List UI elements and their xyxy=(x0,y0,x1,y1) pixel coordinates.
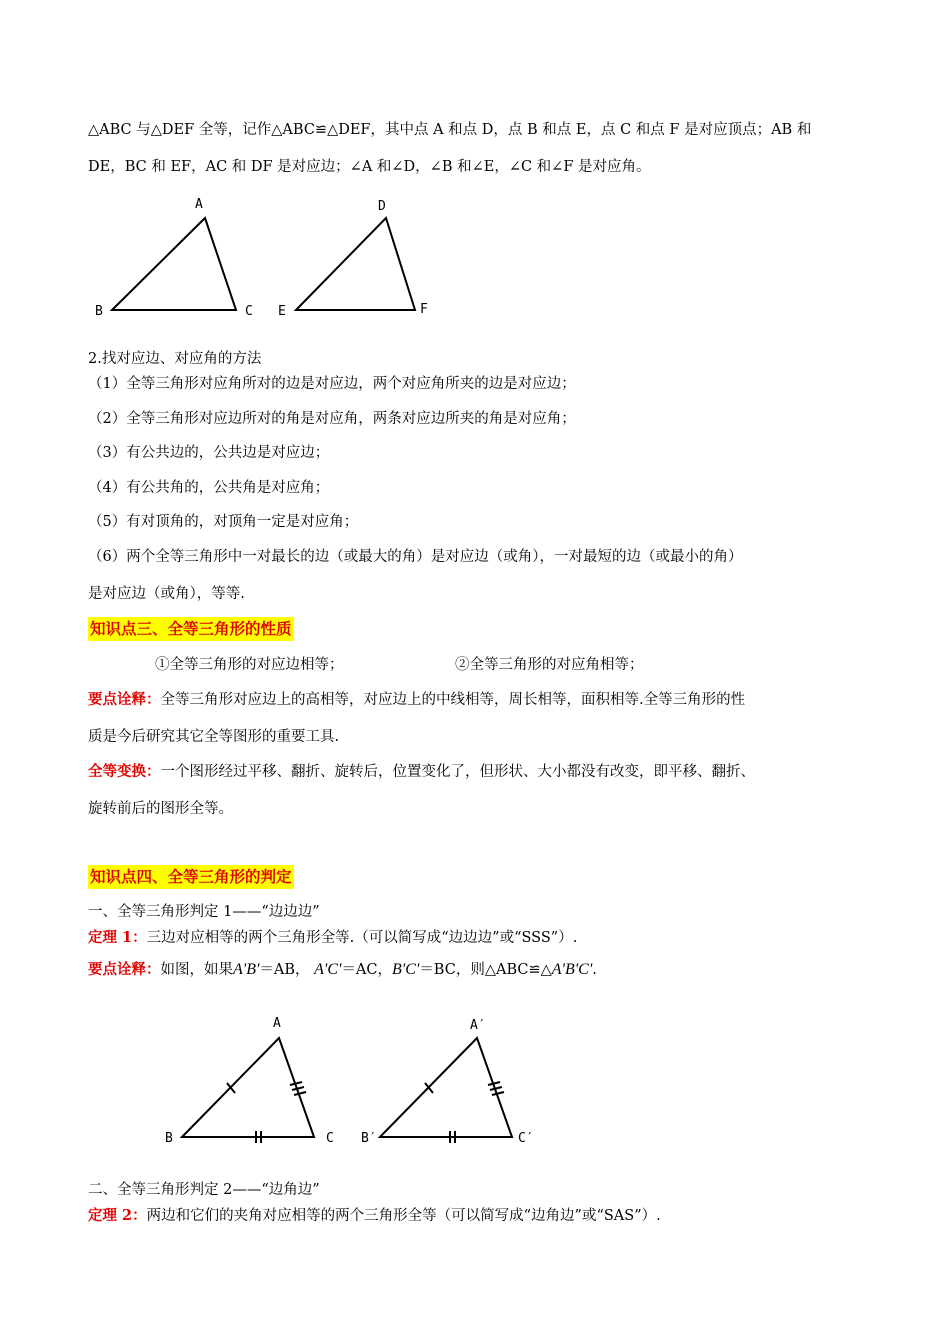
section-3-note-line-2: 质是今后研究其它全等图形的重要工具. xyxy=(88,729,340,745)
method-item-5: （5）有对顶角的，对顶角一定是对应角； xyxy=(88,514,359,530)
intro-line-1: △ABC 与△DEF 全等，记作△ABC≌△DEF，其中点 A 和点 D，点 B 和点 E，点 C 和点 F 是对应顶点；AB 和 xyxy=(88,122,812,138)
section-4-note xyxy=(88,960,870,980)
theorem-1 xyxy=(88,928,870,948)
vertex-label-a-prime: A′ xyxy=(470,1018,486,1033)
eq-2: ＝AC， xyxy=(341,962,393,978)
criterion-2-title: 二、全等三角形判定 2——“边角边” xyxy=(88,1182,320,1198)
triangle-abc xyxy=(112,218,236,310)
eq-3: ＝BC，则△ABC≌△ xyxy=(419,962,552,978)
intro-line-2: DE，BC 和 EF，AC 和 DF 是对应边；∠A 和∠D，∠B 和∠E，∠C 和∠F 是对应角。 xyxy=(88,159,651,175)
figure-sss-triangles xyxy=(160,1005,550,1155)
theorem-2-text: 两边和它们的夹角对应相等的两个三角形全等（可以简写成“边角边”或“SAS”）. xyxy=(146,1208,661,1224)
triangle-prime-name: A'B'C' xyxy=(551,961,593,978)
method-title: 2.找对应边、对应角的方法 xyxy=(88,351,262,367)
theorem-1-label: 定理 1： xyxy=(88,929,147,946)
method-item-6: （6）两个全等三角形中一对最长的边（或最大的角）是对应边（或角），一对最短的边（或最小的角） xyxy=(88,549,743,565)
vertex-label-b-2: B xyxy=(165,1131,173,1146)
transform-line-2: 旋转前后的图形全等。 xyxy=(88,801,233,817)
note-text-1: 全等三角形对应边上的高相等，对应边上的中线相等，周长相等，面积相等.全等三角形的性 xyxy=(160,692,746,708)
vertex-label-a: A xyxy=(195,197,203,212)
transform-text-1: 一个图形经过平移、翻折、旋转后，位置变化了，但形状、大小都没有改变，即平移、翻折、 xyxy=(160,764,755,780)
property-2: ②全等三角形的对应角相等； xyxy=(455,657,644,673)
eq-1: ＝AB， xyxy=(259,962,310,978)
vertex-label-c: C xyxy=(245,304,253,319)
note-label: 要点诠释： xyxy=(88,691,161,708)
note-pre: 如图，如果 xyxy=(160,962,233,978)
section-4-heading: 知识点四、全等三角形的判定 xyxy=(88,865,294,889)
method-item-3: （3）有公共边的，公共边是对应边； xyxy=(88,445,330,461)
theorem-2 xyxy=(88,1206,870,1226)
segment-a-c-prime: A'C' xyxy=(314,961,342,978)
method-item-4: （4）有公共角的，公共角是对应角； xyxy=(88,480,330,496)
method-item-2: （2）全等三角形对应边所对的角是对应角，两条对应边所夹的角是对应角； xyxy=(88,411,576,427)
segment-a-b-prime: A'B' xyxy=(233,961,260,978)
segment-b-c-prime: B'C' xyxy=(392,961,420,978)
transform-label: 全等变换： xyxy=(88,763,161,780)
method-item-7: 是对应边（或角），等等. xyxy=(88,586,245,602)
vertex-label-e: E xyxy=(278,304,286,319)
vertex-label-b: B xyxy=(95,304,103,319)
vertex-label-c-2: C xyxy=(326,1131,334,1146)
theorem-2-label: 定理 2： xyxy=(88,1207,147,1224)
method-item-1: （1）全等三角形对应角所对的边是对应边，两个对应角所夹的边是对应边； xyxy=(88,376,576,392)
section-3-heading: 知识点三、全等三角形的性质 xyxy=(88,617,294,641)
property-1: ①全等三角形的对应边相等； xyxy=(155,657,344,673)
triangle-abc-2 xyxy=(182,1038,314,1137)
note-end: . xyxy=(592,962,597,978)
vertex-label-d: D xyxy=(378,199,386,214)
criterion-1-title: 一、全等三角形判定 1——“边边边” xyxy=(88,904,320,920)
note-label-2: 要点诠释： xyxy=(88,961,161,978)
triangle-def xyxy=(296,218,415,310)
vertex-label-c-prime: C′ xyxy=(518,1131,534,1146)
triangle-abc-prime xyxy=(380,1038,512,1137)
section-3-note-line-1 xyxy=(88,690,870,710)
theorem-1-text: 三边对应相等的两个三角形全等.（可以简写成“边边边”或“SSS”）. xyxy=(146,930,578,946)
vertex-label-b-prime: B′ xyxy=(361,1131,377,1146)
figure-triangles-abc-def xyxy=(90,190,450,330)
transform-line-1 xyxy=(88,762,870,782)
vertex-label-f: F xyxy=(420,302,428,317)
vertex-label-a-2: A xyxy=(273,1016,281,1031)
